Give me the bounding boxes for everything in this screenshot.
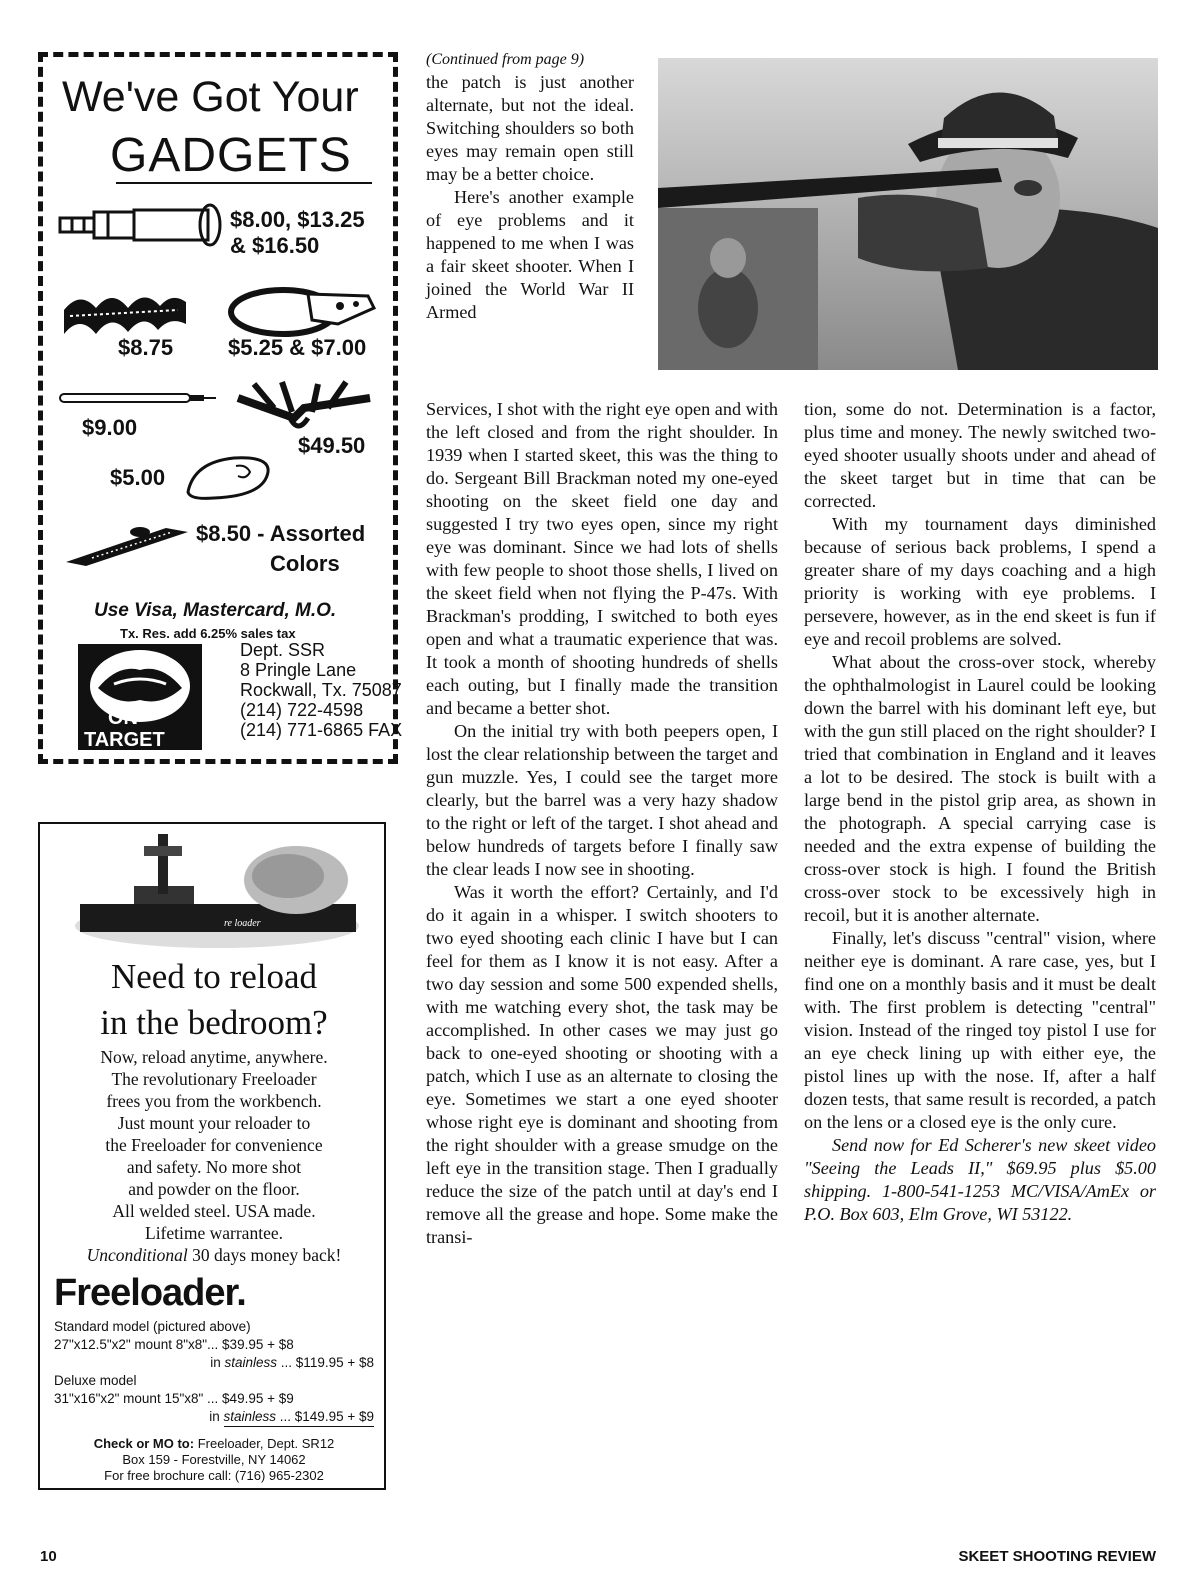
deluxe-stainless: in stainless ... $149.95 + $9: [209, 1409, 374, 1424]
body-line: the Freeloader for convenience: [105, 1135, 323, 1155]
lanyard-strap-icon: [62, 518, 192, 568]
paragraph: Was it worth the effort? Certainly, and I'd do it again in a whisper. I switch shooters to two eyed shooting each clinic I have but I can feel for them as I know it is not easy. After a two day session and some 500 expended shells, with me watching every shot, the task may be accomplished. In other cases we may just go back to one-eyed shooting or shooting with a patch, which I use as an alternate to closing the eye. Sometimes we start a one eyed shooter whose right eye is dominant and shooting from the right shoulder with a grease smudge on the left eye in the transition stage. Then I gradually reduce the size of the patch until at day's end I remove all the grease and hope. Some make the transi-: [426, 882, 778, 1247]
brochure-line: For free brochure call: (716) 965-2302: [104, 1468, 324, 1483]
article-column-c: [804, 398, 1156, 1226]
body-line: Just mount your reloader to: [117, 1113, 311, 1133]
body-line: frees you from the workbench.: [106, 1091, 322, 1111]
address-line: 8 Pringle Lane: [240, 660, 357, 680]
phone-line: (214) 722-4598: [240, 700, 364, 720]
item-6-price: $5.00: [110, 465, 166, 490]
dashed-border-top: [38, 52, 398, 57]
item-5-price: $49.50: [298, 433, 366, 458]
deluxe-spec: 31"x16"x2" mount 15"x8" ... $49.95 + $9: [54, 1391, 294, 1406]
item-1-price-2: & $16.50: [230, 233, 320, 258]
deluxe-label: Deluxe model: [54, 1373, 137, 1388]
paragraph: On the initial try with both peepers open, I lost the clear relationship between the target and gun muzzle. Yes, I could see the target more clearly, but the barrel was a very hazy shadow to the right or left of the target. I shot ahead and below hundreds of targets before I finally saw the clear leads I now see in shooting.: [426, 721, 778, 879]
gadgets-headline-2: GADGETS: [110, 129, 352, 182]
item-7-price: $8.50 - Assorted: [196, 521, 366, 546]
guarantee-emphasis: Unconditional: [86, 1245, 188, 1265]
address-line: Dept. SSR: [240, 640, 326, 660]
dashed-border-bottom: [38, 759, 398, 764]
specs-rule: [224, 1426, 374, 1427]
paragraph: Here's another example of eye problems and it happened to me when I was a fair skeet shooter. When I joined the World War II Armed: [426, 187, 634, 322]
item-4-price: $9.00: [82, 415, 138, 440]
standard-label: Standard model (pictured above): [54, 1319, 251, 1334]
key-ring-tool-icon: [228, 280, 378, 340]
headline-rule: [116, 182, 372, 184]
publication-name: SKEET SHOOTING REVIEW: [958, 1548, 1156, 1565]
body-line: The revolutionary Freeloader: [111, 1069, 317, 1089]
article-column-a: [426, 48, 634, 324]
item-1-price: $8.00, $13.25: [230, 207, 365, 232]
rod-icon: [58, 386, 218, 410]
gadgets-headline-1: We've Got Your: [62, 73, 359, 121]
paragraph: tion, some do not. Determination is a factor, plus time and money. The newly switched two-eyed shooter usually shoots under and ahead of the skeet target but in time that can be corrected.: [804, 399, 1156, 511]
gadgets-ad: [38, 52, 403, 764]
photo-caption: re loader: [224, 918, 261, 929]
body-line: Lifetime warrantee.: [145, 1223, 283, 1243]
multi-tool-icon: [234, 378, 374, 438]
order-line: Check or MO to: Freeloader, Dept. SR12: [93, 1436, 335, 1451]
body-line: All welded steel. USA made.: [112, 1201, 316, 1221]
tube-gauge-icon: [58, 202, 223, 248]
headline-line-1: Need to reload: [110, 957, 318, 996]
logo-text-on: ON: [108, 707, 138, 729]
body-line: Now, reload anytime, anywhere.: [100, 1047, 328, 1067]
on-target-logo: [78, 644, 202, 750]
payment-methods: Use Visa, Mastercard, M.O.: [94, 600, 337, 621]
freeloader-specs: [54, 1318, 374, 1429]
dealer-address: [240, 640, 402, 740]
shooter-photo: [658, 58, 1158, 370]
item-2-price: $8.75: [118, 335, 174, 360]
freeloader-product-photo: [74, 830, 360, 950]
item-3-price: $5.25 & $7.00: [228, 335, 367, 360]
freeloader-headline: [40, 954, 388, 1046]
guarantee-line: [40, 1244, 388, 1266]
freeloader-logo: Freeloader.: [54, 1272, 246, 1314]
headline-line-2: in the bedroom?: [100, 1003, 328, 1042]
video-promo: Send now for Ed Scherer's new skeet video "Seeing the Leads II," $69.95 plus $5.00 shipping. 1-800-541-1253 MC/VISA/AmEx or P.O. Box 603, Elm Grove, WI 53122.: [804, 1135, 1156, 1224]
page-number: 10: [40, 1548, 57, 1565]
order-address: Box 159 - Forestville, NY 14062: [122, 1452, 306, 1467]
body-line: and powder on the floor.: [128, 1179, 300, 1199]
freeloader-body: [40, 1046, 388, 1266]
paragraph: What about the cross-over stock, whereby the ophthalmologist in Laurel could be looking down the barrel with his dominant left eye, but with the gun still placed on the right shoulder? I tried that combination in England and it leaves a lot to be desired. The stock is built with a large bend in the pistol grip area, as shown in the photograph. A special carrying case is needed and the extra expense of building the cross-over stock is high. I found the British cross-over stock to be excessively high in recoil, but it is another alternate.: [804, 652, 1156, 925]
logo-text-target: TARGET: [84, 729, 165, 750]
pouch-icon: [184, 452, 274, 502]
paragraph: Finally, let's discuss "central" vision, where neither eye is dominant. A rare case, yes, but I find one on a monthly basis and it must be dealt with. The first problem is detecting "central" vision. Instead of the ringed toy pistol I use for an eye check lining up with either eye, the pistol lines up with the nose. If, after a half dozen tests, that same result is recorded, a patch on the lens or a closed eye is the only cure.: [804, 928, 1156, 1132]
dashed-border-left: [38, 52, 43, 764]
freeloader-ad: [38, 822, 386, 1490]
guarantee-rest: 30 days money back!: [187, 1245, 342, 1265]
paragraph: the patch is just another alternate, but not the ideal. Switching shoulders so both eyes may remain open still may be a better choice.: [426, 72, 634, 184]
paragraph: With my tournament days diminished because of serious back problems, I spend a greater share of my days coaching and a high priority is working with eye problems. I persevere, however, as in the end skeet is fun if eye and recoil problems are solved.: [804, 514, 1156, 649]
continued-note: (Continued from page 9): [426, 51, 585, 68]
paragraph: Services, I shot with the right eye open and with the left closed and from the right shoulder. In 1939 when I started skeet, this was the thing to do. Sergeant Bill Brackman noted my one-eyed shooting on the skeet field one day and suggested I try two eyes open, since my right eye was dominant. Since we had lots of shells with few people to shoot those shells, I lived on the skeet field when not flying the P-47s. With Brackman's prodding, I switched to both eyes open and what a traumatic experience that was. It took a month of shooting hundreds of shells each outing, but I finally made the transition and became a better shot.: [426, 399, 778, 718]
address-line: Rockwall, Tx. 75087: [240, 680, 402, 700]
fax-line: (214) 771-6865 FAX: [240, 720, 403, 740]
tax-note: Tx. Res. add 6.25% sales tax: [120, 626, 296, 641]
standard-stainless: in stainless ... $119.95 + $8: [210, 1355, 374, 1370]
body-line: and safety. No more shot: [126, 1157, 302, 1177]
freeloader-order-info: [40, 1436, 388, 1484]
item-7-price-2: Colors: [270, 551, 340, 576]
standard-spec: 27"x12.5"x2" mount 8"x8"... $39.95 + $8: [54, 1337, 294, 1352]
article-column-b: [426, 398, 778, 1249]
